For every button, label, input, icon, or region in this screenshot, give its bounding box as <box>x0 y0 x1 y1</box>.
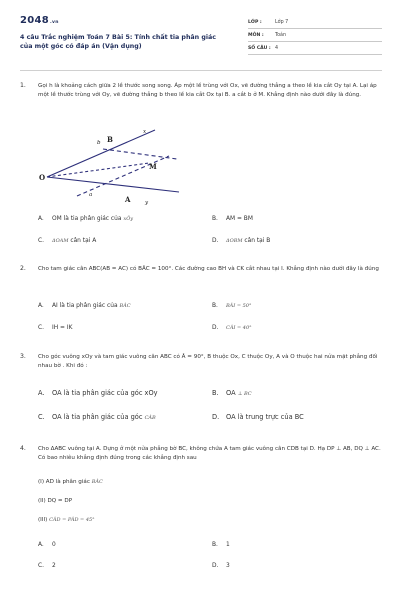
question-4 <box>20 445 382 585</box>
option-c[interactable]: C. 2 <box>38 563 56 569</box>
question-2 <box>20 265 382 345</box>
meta-row-count <box>248 44 382 55</box>
meta-row-subject <box>248 31 382 42</box>
label-x: x <box>143 129 147 135</box>
meta-table <box>248 18 382 57</box>
option-c[interactable]: C. OA là tia phân giác của góc CÂB <box>38 413 156 421</box>
option-b[interactable]: B. OA ⊥ BC <box>212 389 252 397</box>
site-logo[interactable]: 2048.vn <box>20 15 59 26</box>
meta-row-class <box>248 18 382 29</box>
question-number: 3. <box>20 353 26 360</box>
meta-value: Toán <box>275 32 287 38</box>
page-title: 4 câu Trắc nghiệm Toán 7 Bài 5: Tính chất tia phân giác của một góc có đáp án (Vận dụng) <box>20 34 216 50</box>
option-a[interactable]: A. AI là tia phân giác của BÂC <box>38 303 131 309</box>
question-3 <box>20 353 382 433</box>
option-d[interactable]: D. OA là trung trực của BC <box>212 413 304 421</box>
angle-bisector-figure <box>37 122 187 206</box>
meta-key: SỐ CÂU : <box>248 45 271 51</box>
option-a[interactable]: A. OA là tia phân giác của góc xOy <box>38 389 158 397</box>
meta-value: 4 <box>275 45 279 51</box>
header-divider <box>20 70 382 71</box>
label-a-line: a <box>89 192 93 198</box>
option-d[interactable]: D. 3 <box>212 563 230 569</box>
meta-key: LỚP : <box>248 19 262 25</box>
option-b[interactable]: B. BÂI = 50° <box>212 303 252 309</box>
statement-2: (II) DQ = DP <box>38 498 73 504</box>
document-header <box>20 14 382 64</box>
label-a-point: A <box>125 195 131 204</box>
option-a[interactable]: A. OM là tia phân giác của xÔy <box>38 216 134 222</box>
label-b-line: b <box>97 140 101 146</box>
question-number: 4. <box>20 445 26 452</box>
ray-oy <box>47 177 179 192</box>
option-c[interactable]: C. IH = IK <box>38 325 73 331</box>
meta-value: Lớp 7 <box>275 19 289 25</box>
statement-1: (I) AD là phân giác BÂC <box>38 479 103 485</box>
question-text: Gọi h là khoảng cách giữa 2 lề thước song song. Áp một lề trùng với Ox, vẽ đường thẳng a theo lề kia cắt Oy tại A. Lại áp một lề thước trùng với Oy, vẽ đường thẳng b theo lề kia cắt Ox tại B. a cắt b ở M. Khẳng định nào dưới đây là đúng. <box>38 83 377 98</box>
option-c[interactable]: C. ΔOAM cân tại A <box>38 238 97 244</box>
statement-3: (III) CÂD = PÂD = 45° <box>38 517 95 523</box>
label-o: O <box>39 173 46 182</box>
question-text: Cho ΔABC vuông tại A. Dựng ở một nửa phẳng bờ BC, không chứa A tam giác vuông cân CDB tại D. Hạ DP ⊥ AB, DQ ⊥ AC. Có bao nhiêu khẳng định đúng trong các khẳng định sau <box>38 446 381 461</box>
label-b-point: B <box>107 135 113 144</box>
question-number: 1. <box>20 82 26 89</box>
meta-key: MÔN : <box>248 32 264 38</box>
option-a[interactable]: A. 0 <box>38 542 56 548</box>
question-text: Cho góc vuông xOy và tam giác vuông cân ABC có Â = 90°, B thuộc Ox, C thuộc Oy, A và O thuộc hai nửa mặt phẳng đối nhau bờ . Khi đó : <box>38 354 378 369</box>
option-b[interactable]: B. AM = BM <box>212 216 253 222</box>
line-b <box>103 149 177 159</box>
label-y: y <box>145 200 149 206</box>
option-d[interactable]: D. CÂI = 40° <box>212 325 252 331</box>
question-number: 2. <box>20 265 26 272</box>
option-d[interactable]: D. ΔOBM cân tại B <box>212 238 271 244</box>
option-b[interactable]: B. 1 <box>212 542 230 548</box>
label-m-point: M <box>149 162 157 171</box>
question-text: Cho tam giác cân ABC(AB = AC) có BÂC = 100°. Các đường cao BH và CK cắt nhau tại I. Khẳng định nào dưới đây là đúng <box>38 266 379 272</box>
